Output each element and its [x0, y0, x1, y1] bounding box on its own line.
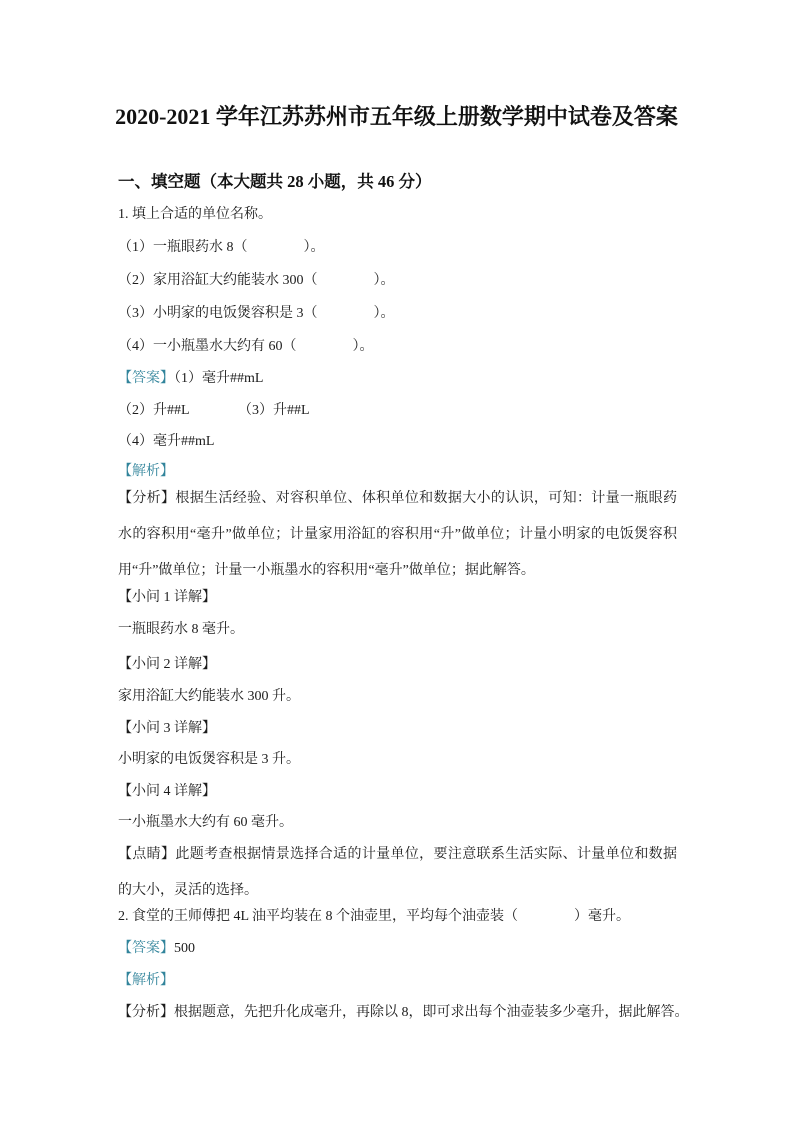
q1-detail-2-label: 【小问 2 详解】: [118, 657, 216, 672]
q2-analysis-label: 【解析】: [118, 973, 174, 988]
q1-answer-line-1: [118, 369, 263, 389]
answer-label: 【答案】: [118, 941, 174, 956]
q1-analysis-label: 【解析】: [118, 464, 174, 479]
q2-stem: 2. 食堂的王师傅把 4L 油平均装在 8 个油壶里，平均每个油壶装（ ）毫升。: [118, 909, 631, 924]
q1-part-2: （2）家用浴缸大约能装水 300（ ）。: [118, 273, 395, 288]
q1-part-3: （3）小明家的电饭煲容积是 3（ ）。: [118, 306, 395, 321]
q1-analysis-text: 【分析】根据生活经验、对容积单位、体积单位和数据大小的认识，可知：计量一瓶眼药水的容积用“毫升”做单位；计量家用浴缸的容积用“升”做单位；计量小明家的电饭煲容积用“升”做单位；计量一小瓶墨水的容积用“毫升”做单位；据此解答。: [118, 491, 677, 578]
q1-part-4: （4）一小瓶墨水大约有 60（ ）。: [118, 339, 374, 354]
q2-analysis-text: 【分析】根据题意，先把升化成毫升，再除以 8，即可求出每个油壶装多少毫升，据此解答。: [118, 1005, 689, 1020]
q1-detail-1-text: 一瓶眼药水 8 毫升。: [118, 622, 244, 637]
q1-detail-3-text: 小明家的电饭煲容积是 3 升。: [118, 752, 300, 767]
q1-answer-line-3: （4）毫升##mL: [118, 434, 215, 449]
q1-detail-4-label: 【小问 4 详解】: [118, 784, 216, 799]
q2-answer-line: [118, 939, 195, 959]
q1-detail-2-text: 家用浴缸大约能装水 300 升。: [118, 689, 300, 704]
q1-stem: 1. 填上合适的单位名称。: [118, 207, 272, 222]
q1-detail-4-text: 一小瓶墨水大约有 60 毫升。: [118, 815, 293, 830]
section-heading: 一、填空题（本大题共 28 小题，共 46 分）: [118, 172, 432, 191]
answer-label: 【答案】: [118, 371, 174, 386]
answer-text: 500: [174, 941, 195, 956]
q1-detail-3-label: 【小问 3 详解】: [118, 721, 216, 736]
answer-text: （1）毫升##mL: [174, 371, 264, 386]
q1-note-text: 【点睛】此题考查根据情景选择合适的计量单位，要注意联系生活实际、计量单位和数据的大小，灵活的选择。: [118, 847, 677, 898]
q1-part-1: （1）一瓶眼药水 8（ ）。: [118, 240, 325, 255]
q1-detail-1-label: 【小问 1 详解】: [118, 590, 216, 605]
page-title: 2020-2021 学年江苏苏州市五年级上册数学期中试卷及答案: [115, 104, 678, 129]
q1-answer-line-2: （2）升##L （3）升##L: [118, 403, 310, 418]
